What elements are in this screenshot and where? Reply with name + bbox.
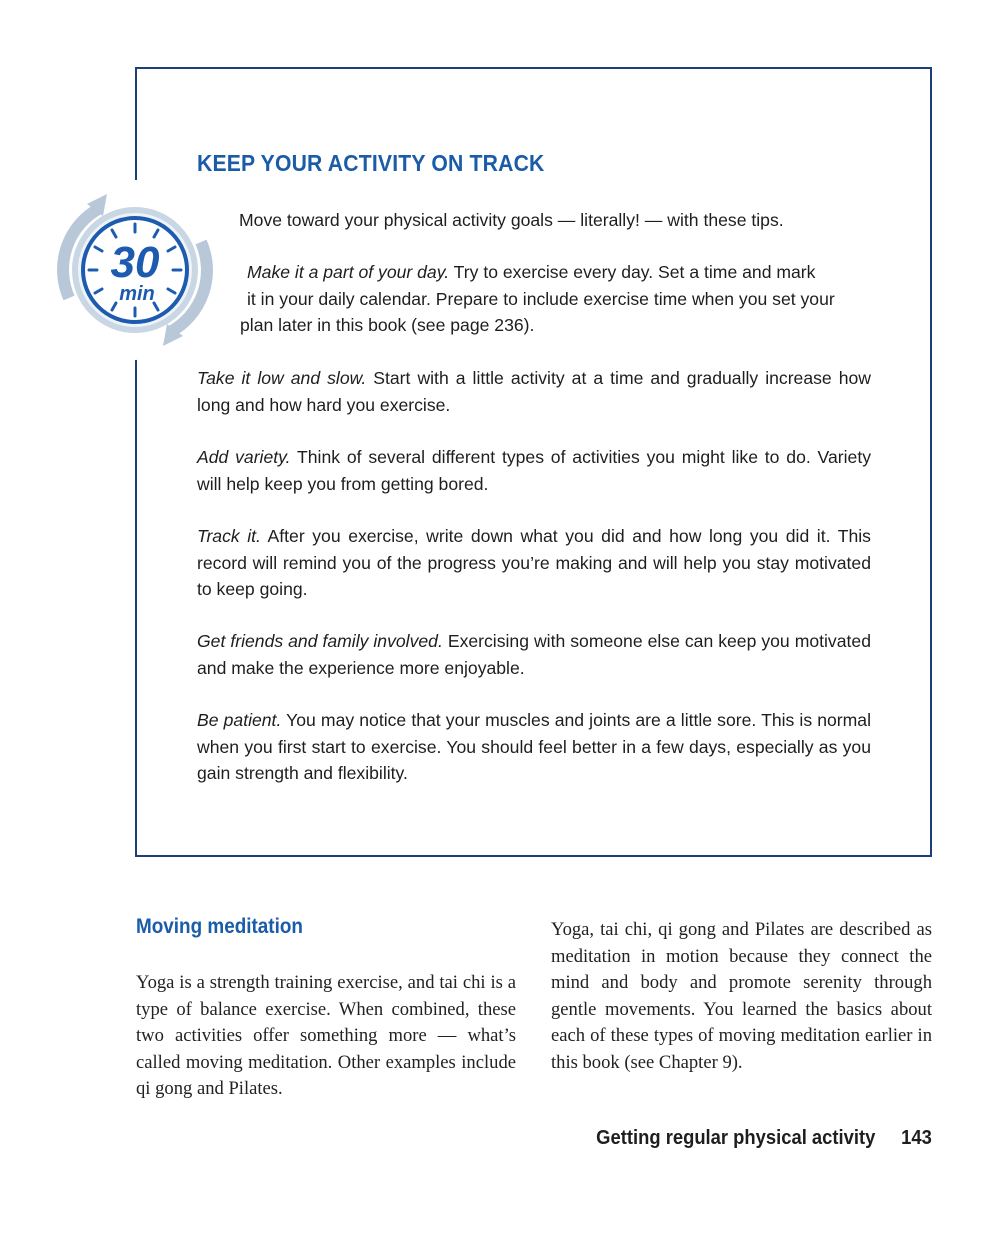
tip-4 [197, 523, 871, 603]
tip-4-lead: Track it. [197, 526, 261, 546]
tip-3-lead: Add variety. [197, 447, 291, 467]
tip-5-text: Exercising with someone else can keep you motivated and make the experience more enjoyable. [197, 631, 871, 678]
tip-5 [197, 628, 871, 681]
tip-5-lead: Get friends and family involved. [197, 631, 443, 651]
tip-2-text: Start with a little activity at a time and gradually increase how long and how hard you exercise. [197, 368, 871, 415]
tip-2 [197, 365, 871, 418]
chapter-title: Getting regular physical activity [596, 1127, 876, 1149]
box-intro: Move toward your physical activity goals — literally! — with these tips. [239, 210, 784, 230]
tip-1-line-1 [247, 259, 815, 286]
tip-1-lead: Make it a part of your day. [247, 262, 450, 282]
column-1-text: Yoga is a strength training exercise, and tai chi is a type of balance exercise. When combined, these two activities offer something more — what’s called moving meditation. Other examples include qi gong and Pilates. [136, 972, 516, 1099]
tip-1-text: Try to exercise every day. Set a time and mark [449, 262, 816, 282]
timer-30-min-icon [45, 180, 225, 360]
page-number: 143 [901, 1127, 932, 1149]
tip-3-text: Think of several different types of activities you might like to do. Variety will help keep you from getting bored. [197, 447, 872, 494]
tip-1-line-2: it in your daily calendar. Prepare to include exercise time when you set your [247, 288, 835, 309]
tip-3 [197, 444, 871, 497]
tip-4-text: After you exercise, write down what you did and how long you did it. This record will remind you of the progress you’re making and will help you stay motivated to keep going. [197, 526, 871, 599]
tip-6-lead: Be patient. [197, 710, 282, 730]
tip-1-line-3: plan later in this book (see page 236). [240, 315, 535, 335]
tip-2-lead: Take it low and slow. [197, 368, 367, 388]
tip-6 [197, 707, 871, 787]
section-title: Moving meditation [136, 915, 303, 938]
tip-6-text: You may notice that your muscles and joints are a little sore. This is normal when you first start to exercise. You should feel better in a few days, especially as you gain strength and flexibility. [197, 710, 871, 783]
timer-unit: min [119, 283, 155, 305]
page-footer [596, 1127, 932, 1150]
timer-number: 30 [110, 238, 160, 287]
box-title: KEEP YOUR ACTIVITY ON TRACK [197, 150, 545, 176]
column-2-text: Yoga, tai chi, qi gong and Pilates are described as meditation in motion because they connect the mind and body and promote serenity through gentle movements. You learned the basics about each of these types of moving meditation earlier in this book (see Chapter 9). [551, 919, 932, 1073]
